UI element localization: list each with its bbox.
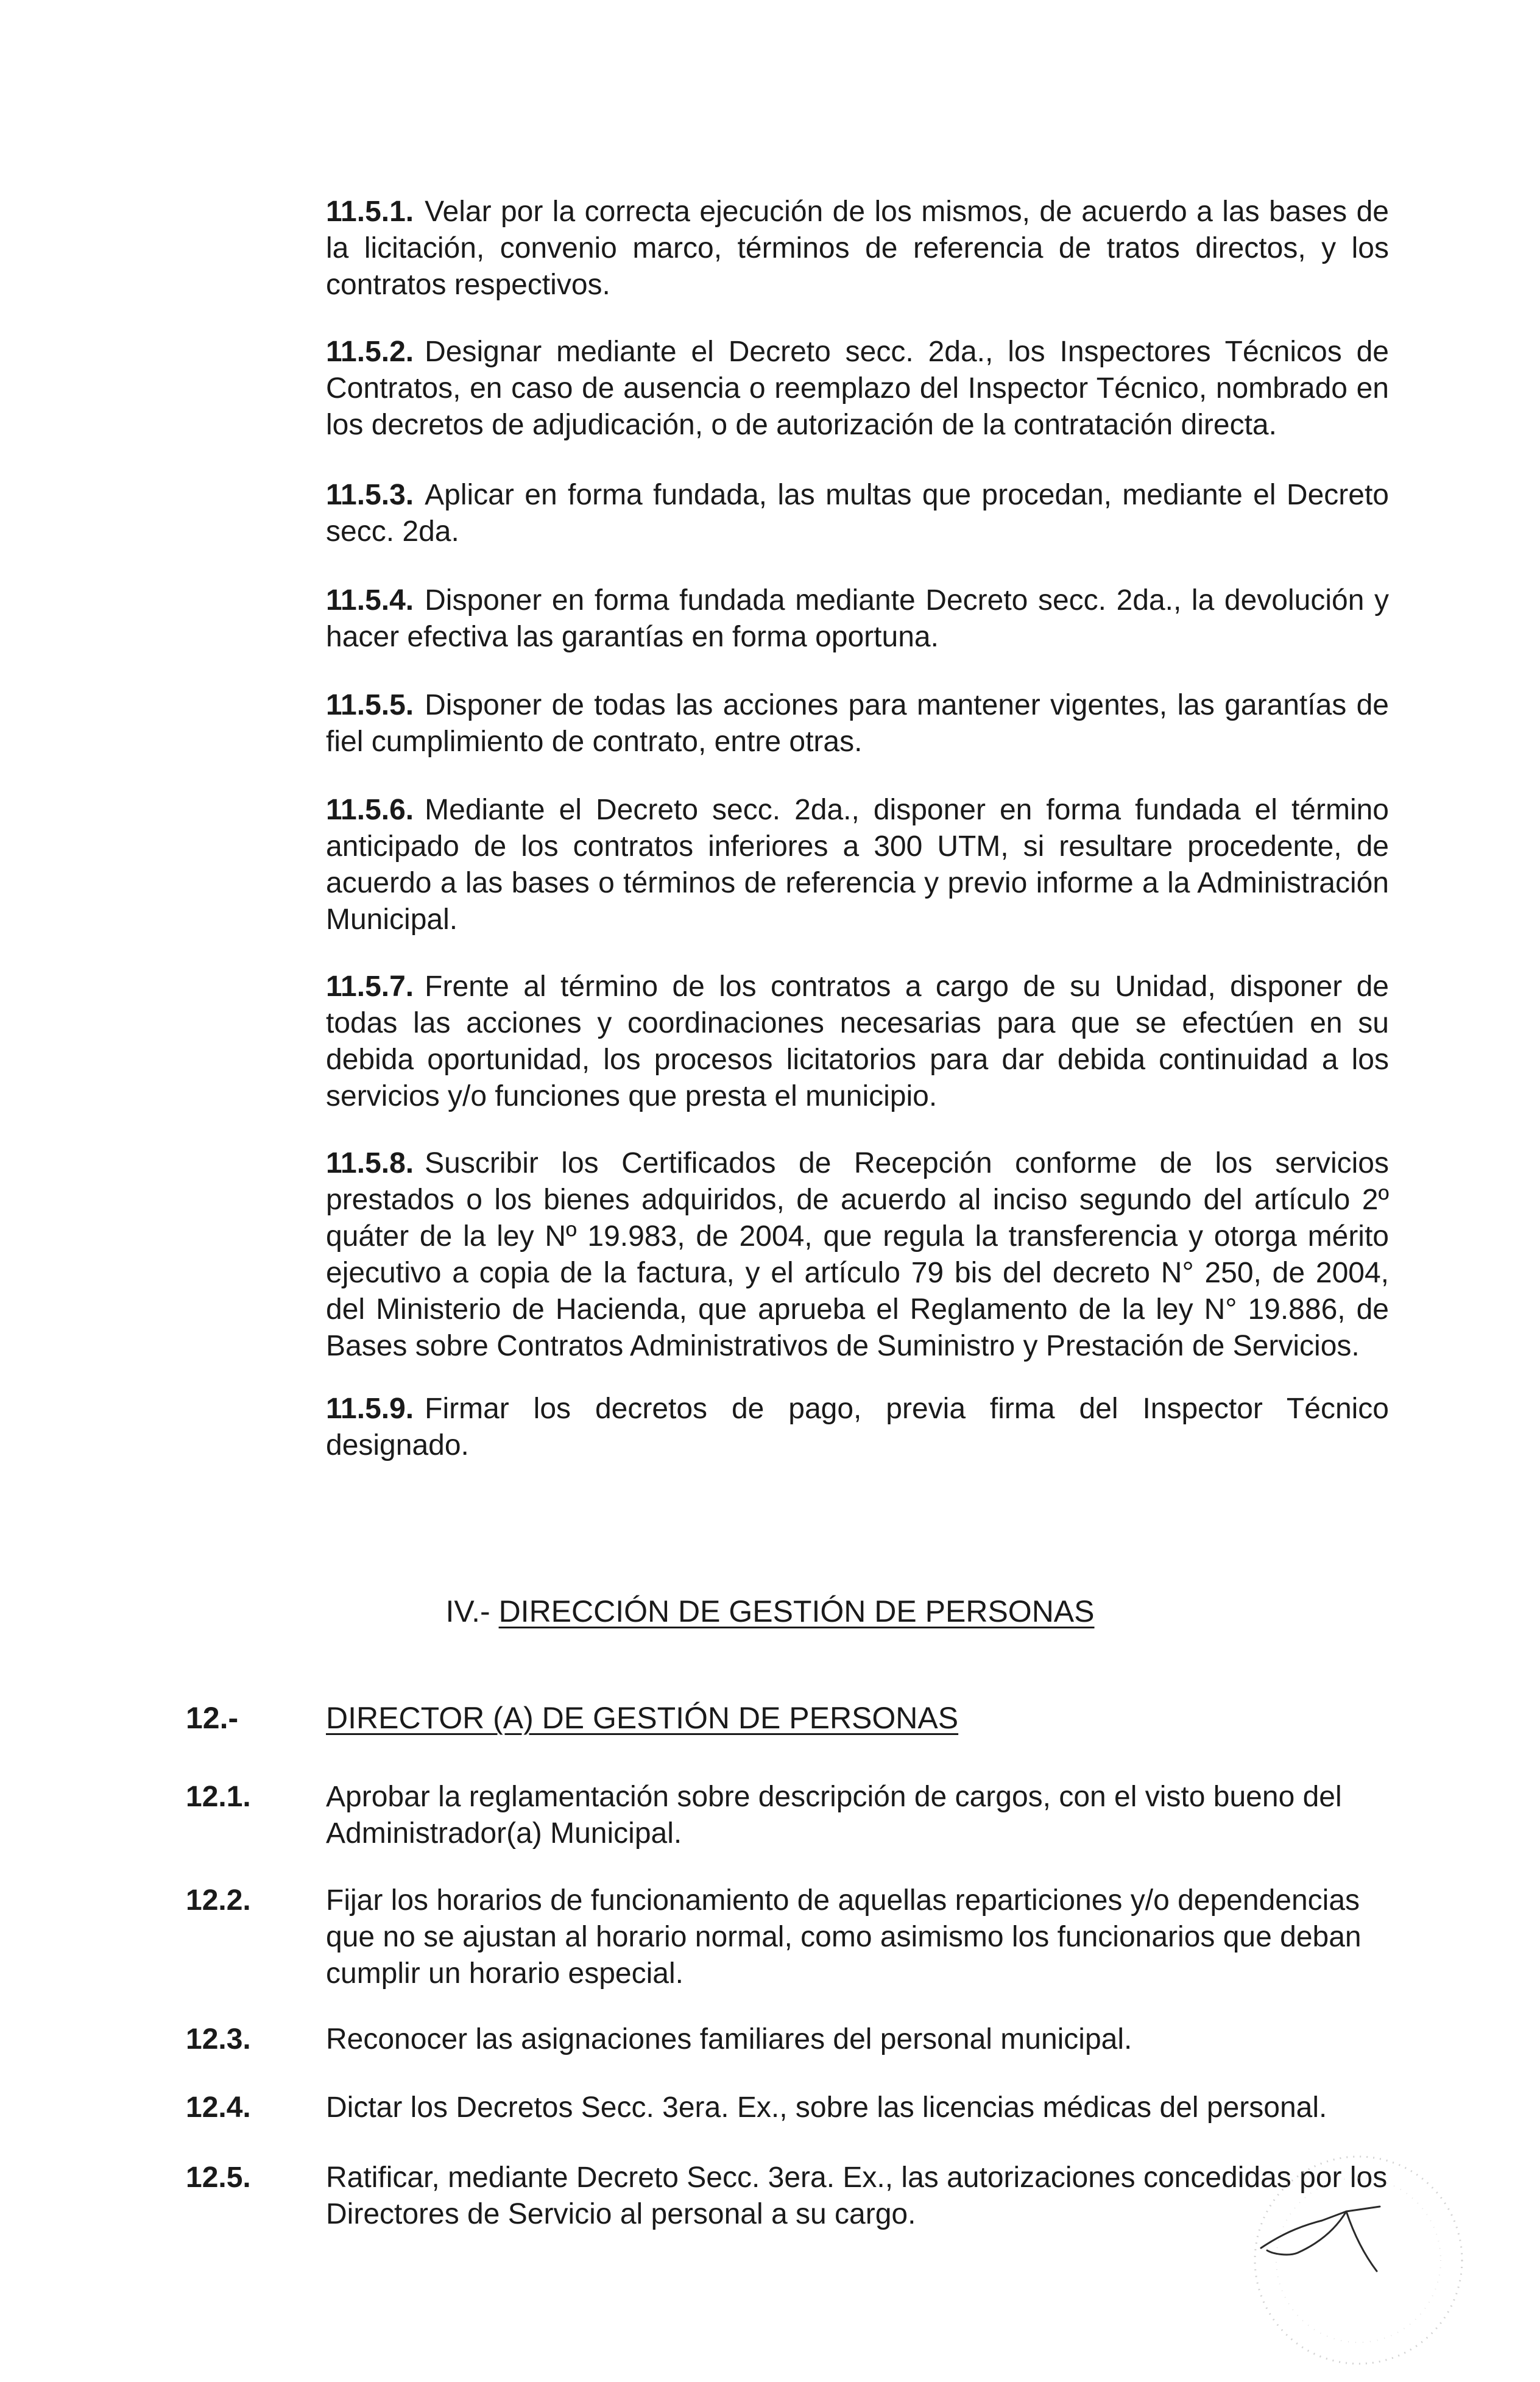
paragraph-text: Disponer en forma fundada mediante Decreto secc. 2da., la devolución y hacer efectiva las garantías en forma oportuna. bbox=[326, 584, 1389, 653]
paragraph-text: Aplicar en forma fundada, las multas que procedan, mediante el Decreto secc. 2da. bbox=[326, 479, 1389, 548]
handwritten-initials bbox=[1255, 2193, 1401, 2278]
item-text: Fijar los horarios de funcionamiento de aquellas reparticiones y/o dependencias que no se ajustan al horario normal, como asimismo los funcionarios que deban cumplir un horario especial. bbox=[326, 1884, 1362, 1990]
paragraph-text: Mediante el Decreto secc. 2da., disponer en forma fundada el término anticipado de los contratos inferiores a 300 UTM, si resultare procedente, de acuerdo a las bases o términos de referencia y previo informe a la Administración Municipal. bbox=[326, 794, 1389, 936]
paragraph-text: Disponer de todas las acciones para mantener vigentes, las garantías de fiel cumplimiento de contrato, entre otras. bbox=[326, 689, 1389, 758]
item-number: 12.5. bbox=[186, 2161, 251, 2194]
item-12-5 bbox=[186, 2160, 1389, 2233]
subsection-heading bbox=[186, 1700, 1404, 1736]
paragraph-number: 11.5.7. bbox=[326, 970, 414, 1003]
item-text: Reconocer las asignaciones familiares del personal municipal. bbox=[326, 2023, 1132, 2055]
paragraph-11-5-5 bbox=[326, 687, 1389, 760]
item-12-4 bbox=[186, 2090, 1389, 2126]
paragraph-number: 11.5.8. bbox=[326, 1147, 414, 1179]
item-number: 12.4. bbox=[186, 2091, 251, 2124]
item-text: Ratificar, mediante Decreto Secc. 3era. Ex., las autorizaciones concedidas por los Directores de Servicio al personal a su cargo. bbox=[326, 2161, 1388, 2230]
paragraph-number: 11.5.6. bbox=[326, 794, 414, 826]
item-12-1 bbox=[186, 1779, 1389, 1852]
paragraph-number: 11.5.2. bbox=[326, 336, 414, 368]
item-text: Dictar los Decretos Secc. 3era. Ex., sobre las licencias médicas del personal. bbox=[326, 2091, 1327, 2124]
paragraph-11-5-9 bbox=[326, 1391, 1389, 1464]
item-text: Aprobar la reglamentación sobre descripción de cargos, con el visto bueno del Administrador(a) Municipal. bbox=[326, 1781, 1342, 1850]
paragraph-11-5-7 bbox=[326, 969, 1389, 1115]
item-12-2 bbox=[186, 1882, 1389, 1992]
item-number: 12.3. bbox=[186, 2023, 251, 2055]
paragraph-11-5-1 bbox=[326, 194, 1389, 303]
item-number: 12.1. bbox=[186, 1781, 251, 1813]
section-title: DIRECCIÓN DE GESTIÓN DE PERSONAS bbox=[498, 1594, 1095, 1628]
paragraph-text: Suscribir los Certificados de Recepción conforme de los servicios prestados o los bienes adquiridos, de acuerdo al inciso segundo del artículo 2º quáter de la ley Nº 19.983, de 2004, que regula la transferencia y otorga mérito ejecutivo a copia de la factura, y el artículo 79 bis del decreto N° 250, de 2004, del Ministerio de Hacienda, que aprueba el Reglamento de la ley N° 19.886, de Bases sobre Contratos Administrativos de Suministro y Prestación de Servicios. bbox=[326, 1147, 1389, 1362]
subsection-title: DIRECTOR (A) DE GESTIÓN DE PERSONAS bbox=[326, 1701, 959, 1735]
paragraph-number: 11.5.1. bbox=[326, 196, 414, 228]
item-12-3 bbox=[186, 2021, 1389, 2058]
paragraph-number: 11.5.4. bbox=[326, 584, 414, 617]
paragraph-text: Firmar los decretos de pago, previa firma del Inspector Técnico designado. bbox=[326, 1393, 1389, 1461]
paragraph-text: Designar mediante el Decreto secc. 2da., los Inspectores Técnicos de Contratos, en caso de ausencia o reemplazo del Inspector Técnico, nombrado en los decretos de adjudicación, o de autorización de la contratación directa. bbox=[326, 336, 1389, 441]
paragraph-number: 11.5.5. bbox=[326, 689, 414, 721]
paragraph-text: Velar por la correcta ejecución de los mismos, de acuerdo a las bases de la licitación, convenio marco, términos de referencia de tratos directos, y los contratos respectivos. bbox=[326, 196, 1389, 301]
section-heading bbox=[0, 1593, 1540, 1630]
paragraph-number: 11.5.9. bbox=[326, 1393, 414, 1425]
paragraph-number: 11.5.3. bbox=[326, 479, 414, 511]
paragraph-11-5-2 bbox=[326, 334, 1389, 444]
paragraph-11-5-4 bbox=[326, 582, 1389, 656]
paragraph-11-5-3 bbox=[326, 477, 1389, 550]
section-prefix: IV.- bbox=[445, 1594, 490, 1628]
item-number: 12.2. bbox=[186, 1884, 251, 1917]
subsection-number: 12.- bbox=[186, 1701, 239, 1735]
paragraph-text: Frente al término de los contratos a cargo de su Unidad, disponer de todas las acciones y coordinaciones necesarias para que se efectúen en su debida oportunidad, los procesos licitatorios para dar debida continuidad a los servicios y/o funciones que presta el municipio. bbox=[326, 970, 1389, 1112]
paragraph-11-5-8 bbox=[326, 1145, 1389, 1365]
paragraph-11-5-6 bbox=[326, 792, 1389, 938]
